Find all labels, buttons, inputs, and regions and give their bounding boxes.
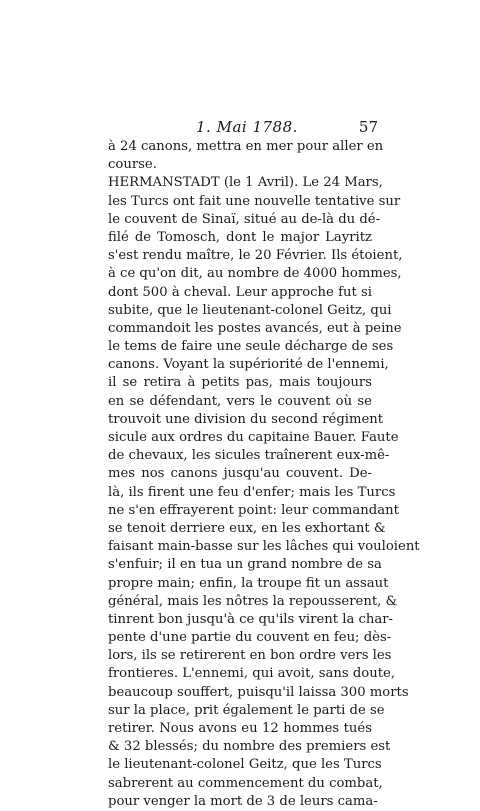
text-line: beaucoup souffert, puisqu'il laissa 300 morts [108,684,409,700]
text-line: le lieutenant-colonel Geitz, que les Turcs [108,757,382,773]
text-line: là, ils firent une feu d'enfer; mais les Turcs [108,484,396,500]
page-number: 57 [358,118,378,136]
text-line: sur la place, prit également le parti de se [108,702,385,718]
text-line: trouvoit une division du second régiment [108,411,384,427]
text-line: pour venger la mort de 3 de leurs cama- [108,793,378,809]
page-header [108,118,378,138]
text-line: tinrent bon jusqu'à ce qu'ils virent la char- [108,611,394,627]
text-line: se tenoit derriere eux, en les exhortant & [108,520,386,536]
text-line: à ce qu'on dit, au nombre de 4000 hommes, [108,266,402,282]
text-line: lors, ils se retirerent en bon ordre vers les [108,648,392,664]
text-line: & 32 blessés; du nombre des premiers est [108,739,391,755]
text-line: course. [108,157,157,173]
text-line: général, mais les nôtres la repousserent, & [108,593,398,609]
text-line: en se défendant, vers le couvent où se [108,393,372,409]
text-line: ne s'en effrayerent point: leur commandant [108,502,399,518]
text-line: sicule aux ordres du capitaine Bauer. Faute [108,430,399,445]
running-title: 1. Mai 1788. [196,118,298,136]
text-line: dont 500 à cheval. Leur approche fut si [108,284,372,300]
text-line: propre main; enfin, la troupe fit un assaut [108,575,389,591]
text-line: faisant main-basse sur les lâches qui vouloient [108,539,420,555]
text-line: commandoit les postes avancés, eut à peine [108,320,402,336]
text-line: sabrerent au commencement du combat, [108,775,383,791]
text-line: canons. Voyant la supériorité de l'ennemi, [108,357,389,373]
text-line: les Turcs ont fait une nouvelle tentative sur [108,193,401,209]
text-line: filé de Tomosch, dont le major Layritz [108,229,372,245]
text-line: frontieres. L'ennemi, qui avoit, sans doute, [108,666,396,682]
text-line: mes nos canons jusqu'au couvent. De- [108,466,372,482]
text-line: subite, que le lieutenant-colonel Geitz, qui [108,302,392,318]
text-line: de chevaux, les sicules traînerent eux-mê- [108,448,390,464]
text-line: s'enfuir; il en tua un grand nombre de sa [108,557,382,573]
text-line: le tems de faire une seule décharge de ses [108,339,394,355]
text-line: pente d'une partie du couvent en feu; dès- [108,630,392,646]
text-line: à 24 canons, mettra en mer pour aller en [108,139,384,154]
text-line: il se retira à petits pas, mais toujours [108,375,372,391]
text-line: le couvent de Sinaï, situé au de-là du dé- [108,211,381,227]
text-line: retirer. Nous avons eu 12 hommes tués [108,721,372,736]
text-line: HERMANSTADT (le 1 Avril). Le 24 Mars, [108,175,383,191]
text-line: s'est rendu maître, le 20 Février. Ils étoient, [108,248,403,264]
body-text [108,138,420,811]
